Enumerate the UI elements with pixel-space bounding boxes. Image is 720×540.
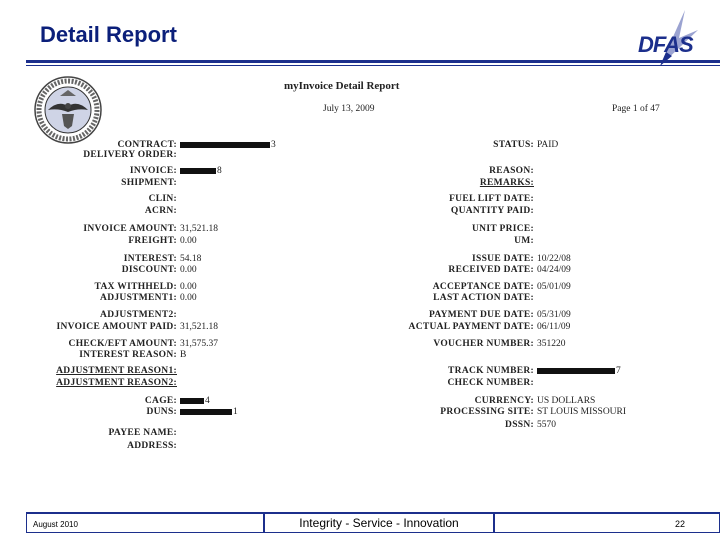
left-value [180, 407, 238, 417]
left-value-text: 0.00 [180, 265, 197, 275]
right-value [537, 254, 571, 264]
left-value-text: 0.00 [180, 282, 197, 292]
left-value [180, 140, 276, 150]
left-label: PAYEE NAME: [108, 428, 177, 438]
left-label: ADDRESS: [127, 441, 177, 451]
right-label: ISSUE DATE: [472, 254, 534, 264]
right-value-text: PAID [537, 140, 559, 150]
left-label: CONTRACT: [117, 140, 177, 150]
left-label: CAGE: [144, 396, 177, 406]
left-value [180, 224, 218, 234]
right-value [537, 265, 571, 275]
left-value-text: 3 [271, 140, 276, 150]
left-value-text: 0.00 [180, 236, 197, 246]
footer-tagline: Integrity - Service - Innovation [264, 513, 494, 533]
left-label: INTEREST: [123, 254, 177, 264]
redaction-bar [180, 168, 216, 174]
right-label: STATUS: [493, 140, 534, 150]
right-value-text: ST LOUIS MISSOURI [537, 407, 627, 417]
left-value-text: 31,521.18 [180, 224, 218, 234]
right-label: TRACK NUMBER: [448, 366, 534, 376]
report-title: myInvoice Detail Report [284, 80, 400, 92]
right-label: CHECK NUMBER: [447, 378, 534, 388]
left-value [180, 282, 197, 292]
left-value-text: 8 [217, 166, 222, 176]
left-value [180, 293, 197, 303]
right-label: DSSN: [505, 420, 534, 430]
left-value [180, 322, 218, 332]
left-label: FREIGHT: [128, 236, 177, 246]
right-label: LAST ACTION DATE: [433, 293, 534, 303]
right-value-text: 05/01/09 [537, 282, 571, 292]
right-value-text: US DOLLARS [537, 396, 596, 406]
right-value-text: 06/11/09 [537, 322, 571, 332]
right-label: QUANTITY PAID: [450, 206, 534, 216]
left-label: INVOICE AMOUNT: [83, 224, 177, 234]
left-label: ADJUSTMENT2: [100, 310, 177, 320]
footer-page-number: 22 [494, 513, 720, 533]
report-page: Page 1 of 47 [612, 104, 660, 114]
right-label: ACTUAL PAYMENT DATE: [408, 322, 534, 332]
right-label: REMARKS: [479, 178, 534, 188]
left-label: DISCOUNT: [121, 265, 177, 275]
left-value-text: 0.00 [180, 293, 197, 303]
page-title: Detail Report [40, 22, 177, 47]
left-label: ACRN: [144, 206, 177, 216]
right-value [537, 420, 556, 430]
logo-text: DFAS [638, 32, 693, 57]
left-label: CLIN: [148, 194, 177, 204]
right-value-text: 10/22/08 [537, 254, 571, 264]
right-label: CURRENCY: [474, 396, 534, 406]
redaction-bar [180, 398, 204, 404]
department-seal-icon [34, 76, 102, 144]
left-value-text: 54.18 [180, 254, 202, 264]
left-value [180, 265, 197, 275]
report-date: July 13, 2009 [323, 104, 375, 114]
redaction-bar [537, 368, 615, 374]
left-label: ADJUSTMENT REASON2: [56, 378, 177, 388]
right-label: REASON: [489, 166, 534, 176]
right-value [537, 339, 566, 349]
right-value-text: 04/24/09 [537, 265, 571, 275]
left-value-text: B [180, 350, 187, 360]
left-value-text: 1 [233, 407, 238, 417]
left-label: INVOICE: [129, 166, 177, 176]
left-label: INVOICE AMOUNT PAID: [56, 322, 177, 332]
left-value [180, 236, 197, 246]
right-label: ACCEPTANCE DATE: [432, 282, 534, 292]
right-label: PAYMENT DUE DATE: [428, 310, 534, 320]
left-value [180, 254, 201, 264]
left-label: TAX WITHHELD: [94, 282, 177, 292]
left-value [180, 350, 186, 360]
left-value [180, 396, 210, 406]
left-value-text: 4 [205, 396, 210, 406]
right-value [537, 140, 558, 150]
right-label: UNIT PRICE: [472, 224, 534, 234]
right-value [537, 396, 595, 406]
left-label: DUNS: [146, 407, 177, 417]
left-value-text: 31,521.18 [180, 322, 218, 332]
left-label: ADJUSTMENT REASON1: [56, 366, 177, 376]
left-label: CHECK/EFT AMOUNT: [68, 339, 177, 349]
right-label: FUEL LIFT DATE: [449, 194, 534, 204]
right-label: UM: [514, 236, 534, 246]
left-value [180, 166, 222, 176]
right-value [537, 407, 626, 417]
left-label: SHIPMENT: [121, 178, 177, 188]
right-label: PROCESSING SITE: [440, 407, 534, 417]
right-value [537, 366, 621, 376]
right-label: RECEIVED DATE: [448, 265, 534, 275]
right-value [537, 282, 571, 292]
redaction-bar [180, 409, 232, 415]
left-label: ADJUSTMENT1: [100, 293, 177, 303]
right-label: VOUCHER NUMBER: [433, 339, 534, 349]
right-value-text: 5570 [537, 420, 556, 430]
right-value-text: 05/31/09 [537, 310, 571, 320]
right-value [537, 322, 570, 332]
left-label: DELIVERY ORDER: [83, 150, 177, 160]
footer-date: August 2010 [26, 513, 264, 533]
left-value [180, 339, 218, 349]
right-value-text: 351220 [537, 339, 566, 349]
left-value-text: 31,575.37 [180, 339, 218, 349]
right-value [537, 310, 571, 320]
redaction-bar [180, 142, 270, 148]
right-value-text: 7 [616, 366, 621, 376]
left-label: INTEREST REASON: [79, 350, 177, 360]
